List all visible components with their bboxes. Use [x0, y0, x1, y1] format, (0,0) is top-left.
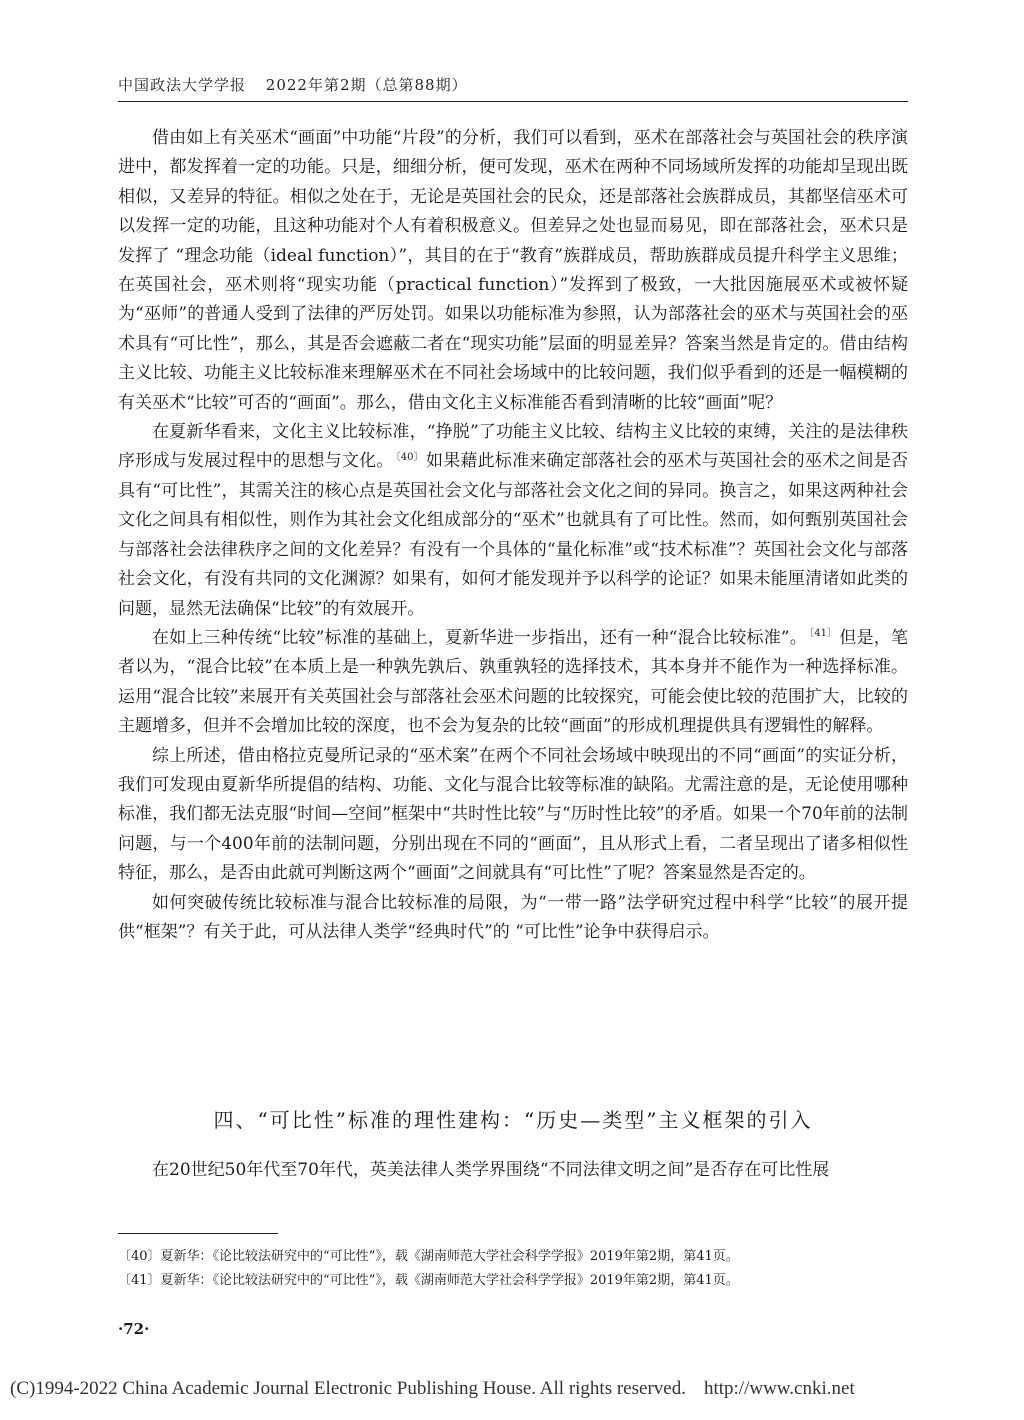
- paragraph-text: 在夏新华看来，文化主义比较标准，“挣脱”了功能主义比较、结构主义比较的束缚，关注的是法律秩序形成与发展过程中的思想与文化。: [118, 422, 908, 472]
- footnote-divider: [118, 1233, 278, 1234]
- issue-info: 2022年第2期（总第88期）: [265, 76, 468, 94]
- journal-name: 中国政法大学学报: [118, 76, 247, 94]
- footnotes: [118, 1245, 908, 1293]
- footnote-ref[interactable]: 〔41〕: [809, 628, 838, 640]
- article-body: [118, 124, 908, 947]
- paragraph: 综上所述，借由格拉克曼所记录的“巫术案”在两个不同社会场域中映现出的不同“画面”的实证分析，我们可发现由夏新华所提倡的结构、功能、文化与混合比较等标准的缺陷。尤需注意的是，无论使用哪种标准，我们都无法克服“时间—空间”框架中“共时性比较”与“历时性比较”的矛盾。如果一个70年前的法制问题，与一个400年前的法制问题，分别出现在不同的“画面”，且从形式上看，二者呈现出了诸多相似性特征，那么，是否由此就可判断这两个“画面”之间就具有“可比性”了呢？答案显然是否定的。: [118, 745, 908, 884]
- running-header: [118, 74, 908, 95]
- footnote-ref[interactable]: 〔40〕: [395, 451, 424, 463]
- paragraph: [118, 418, 908, 624]
- page-number: ·72·: [118, 1320, 150, 1338]
- paragraph: [118, 624, 908, 742]
- paragraph-text: 在如上三种传统“比较”标准的基础上，夏新华进一步指出，还有一种“混合比较标准”。: [152, 627, 808, 648]
- paragraph-text: 但是，笔者以为，“混合比较”在本质上是一种孰先孰后、孰重孰轻的选择技术，其本身并不能作为一种选择标准。运用“混合比较”来展开有关英国社会与部落社会巫术问题的比较探究，可能会使比较的范围扩大，比较的主题增多，但并不会增加比较的深度，也不会为复杂的比较“画面”的形成机理提供具有逻辑性的解释。: [118, 627, 909, 737]
- header-divider: [118, 101, 908, 102]
- paragraph: 借由如上有关巫术“画面”中功能“片段”的分析，我们可以看到，巫术在部落社会与英国社会的秩序演进中，都发挥着一定的功能。只是，细细分析，便可发现，巫术在两种不同场域所发挥的功能却呈现出既相似，又差异的特征。相似之处在于，无论是英国社会的民众，还是部落社会族群成员，其都坚信巫术可以发挥一定的功能，且这种功能对个人有着积极意义。但差异之处也显而易见，即在部落社会，巫术只是发挥了 “理念功能（ideal function）”，其目的在于“教育”族群成员，帮助族群成员提升科学主义思维；在英国社会，巫术则将“现实功能（practical function）”发挥到了极致，一大批因施展巫术或被怀疑为“巫师”的普通人受到了法律的严厉处罚。如果以功能标准为参照，认为部落社会的巫术与英国社会的巫术具有“可比性”，那么，其是否会遮蔽二者在“现实功能”层面的明显差异？答案当然是肯定的。借由结构主义比较、功能主义比较标准来理解巫术在不同社会场域中的比较问题，我们似乎看到的还是一幅模糊的有关巫术“比较”可否的“画面”。那么，借由文化主义标准能否看到清晰的比较“画面”呢？: [118, 128, 908, 413]
- copyright-line: [10, 1378, 1014, 1400]
- paragraph-text: 如果藉此标准来确定部落社会的巫术与英国社会的巫术之间是否具有“可比性”，其需关注的核心点是英国社会文化与部落社会文化之间的异同。换言之，如果这两种社会文化之间具有相似性，则作为其社会文化组成部分的“巫术”也就具有了可比性。然而，如何甄别英国社会与部落社会法律秩序之间的文化差异？有没有一个具体的“量化标准”或“技术标准”？英国社会文化与部落社会文化，有没有共同的文化渊源？如果有，如何才能发现并予以科学的论证？如果未能厘清诸如此类的问题，显然无法确保“比较”的有效展开。: [118, 451, 909, 619]
- copyright-text: (C)1994-2022 China Academic Journal Electronic Publishing House. All rights reserved.: [10, 1378, 686, 1399]
- paragraph: 如何突破传统比较标准与混合比较标准的局限，为“一带一路”法学研究过程中科学“比较”的展开提供“框架”？有关于此，可从法律人类学“经典时代”的 “可比性”论争中获得启示。: [118, 892, 908, 942]
- footnote: 〔41〕夏新华：《论比较法研究中的“可比性”》，载《湖南师范大学社会科学学报》2019年第2期，第41页。: [118, 1273, 739, 1288]
- paragraph: 在20世纪50年代至70年代，英美法律人类学界围绕“不同法律文明之间”是否存在可比性展: [152, 1160, 830, 1180]
- cnki-link[interactable]: http://www.cnki.net: [703, 1378, 855, 1399]
- section-heading: 四、“可比性”标准的理性建构：“历史—类型”主义框架的引入: [213, 1108, 813, 1132]
- footnote: 〔40〕夏新华：《论比较法研究中的“可比性”》，载《湖南师范大学社会科学学报》2019年第2期，第41页。: [118, 1249, 739, 1264]
